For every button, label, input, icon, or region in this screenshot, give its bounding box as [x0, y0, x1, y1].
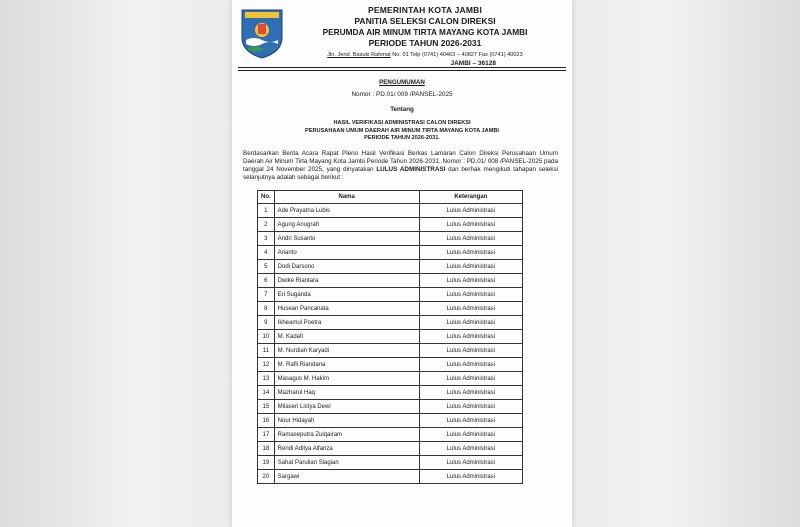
subject-line3: PERIODE TAHUN 2026-2031. — [364, 135, 440, 142]
cell-ket: Lulus Administrasi — [419, 246, 522, 260]
table-row — [258, 414, 523, 428]
cell-no: 15 — [258, 400, 275, 414]
cell-no: 11 — [258, 344, 275, 358]
cell-nama: M. Nurdian Karyadi — [274, 344, 419, 358]
table-row — [258, 372, 523, 386]
background-left — [0, 0, 232, 527]
cell-ket: Lulus Administrasi — [419, 470, 522, 484]
cell-ket: Lulus Administrasi — [419, 400, 522, 414]
table-row — [258, 204, 523, 218]
cell-no: 10 — [258, 330, 275, 344]
letterhead-city: JAMBI – 36128 — [450, 60, 496, 67]
cell-no: 9 — [258, 316, 275, 330]
table-row — [258, 330, 523, 344]
cell-nama: Rendi Aditya Alfanza — [274, 442, 419, 456]
subject-line2: PERUSAHAAN UMUM DAERAH AIR MINUM TIRTA MAYANG KOTA JAMBI — [305, 127, 499, 134]
announcement-heading: PENGUMUMAN — [379, 79, 425, 86]
subject-line1: HASIL VERIFIKASI ADMINISTRASI CALON DIREKSI — [333, 120, 471, 126]
cell-ket: Lulus Administrasi — [419, 358, 522, 372]
cell-ket: Lulus Administrasi — [419, 428, 522, 442]
cell-ket: Lulus Administrasi — [419, 414, 522, 428]
cell-ket: Lulus Administrasi — [419, 456, 522, 470]
table-row — [258, 316, 523, 330]
cell-no: 5 — [258, 260, 275, 274]
kota-jambi-logo-icon — [240, 8, 284, 60]
cell-no: 12 — [258, 358, 275, 372]
cell-nama: Agung Anugrah — [274, 218, 419, 232]
table-row — [258, 470, 523, 484]
letterhead-line4: PERIODE TAHUN 2026-2031 — [368, 38, 482, 48]
letterhead-rule-thin — [238, 70, 566, 71]
table-row — [258, 218, 523, 232]
cell-nama: M. Kadafi — [274, 330, 419, 344]
cell-nama: Milaseri Listya Dewi — [274, 400, 419, 414]
header-no: No. — [258, 191, 275, 204]
cell-nama: Ade Prayatna Lubis — [274, 204, 419, 218]
table-row — [258, 246, 523, 260]
cell-nama: Masagus M. Hakim — [274, 372, 419, 386]
cell-nama: Mazharul Haq — [274, 386, 419, 400]
cell-nama: Ikheamul Poetra — [274, 316, 419, 330]
address-street: Jln. Jend. Basuki Rahmat — [327, 52, 391, 58]
cell-no: 19 — [258, 456, 275, 470]
table-row — [258, 344, 523, 358]
cell-no: 3 — [258, 232, 275, 246]
paragraph-part1: Berdasarkan Berita Acara Rapat Pleno Hasil Verifikasi Berkas Lamaran Calon Direksi Perusahaan Umum Daerah Air Minum Tirta Mayang Kota Jambi Periode Tahun 2026-2031, Nomor : PD.01/ 008 /PANSEL-2025 pada tanggal 24 November 2025, yang dinyatakan — [243, 150, 558, 173]
header-keterangan: Keterangan — [419, 191, 522, 204]
cell-no: 7 — [258, 288, 275, 302]
announcement-paragraph — [243, 150, 558, 182]
announcement-about-label: Tentang — [390, 106, 414, 113]
cell-no: 2 — [258, 218, 275, 232]
letterhead-rule-thick — [238, 67, 566, 68]
cell-nama: M. Rafli Riandana — [274, 358, 419, 372]
cell-nama: Ramaseputra Zulqairam — [274, 428, 419, 442]
table-row — [258, 358, 523, 372]
table-row — [258, 288, 523, 302]
table-row — [258, 302, 523, 316]
paragraph-part2: dan berhak mengikuti tahapan seleksi selanjutnya adalah sebagai berikut : — [243, 166, 559, 181]
table-body — [258, 204, 523, 484]
cell-no: 18 — [258, 442, 275, 456]
cell-no: 14 — [258, 386, 275, 400]
paragraph-bold: LULUS ADMINISTRASI — [376, 166, 446, 173]
cell-ket: Lulus Administrasi — [419, 386, 522, 400]
cell-nama: Dwike Riantara — [274, 274, 419, 288]
results-table — [257, 190, 523, 484]
cell-ket: Lulus Administrasi — [419, 260, 522, 274]
letterhead — [282, 5, 568, 68]
letterhead-address — [282, 51, 568, 59]
cell-nama: Nour Hidayah — [274, 414, 419, 428]
cell-ket: Lulus Administrasi — [419, 204, 522, 218]
table-row — [258, 260, 523, 274]
cell-nama: Andri Susanto — [274, 232, 419, 246]
header-nama: Nama — [274, 191, 419, 204]
background-right — [570, 0, 800, 527]
document-page — [232, 0, 572, 527]
table-row — [258, 456, 523, 470]
cell-no: 13 — [258, 372, 275, 386]
cell-no: 6 — [258, 274, 275, 288]
cell-ket: Lulus Administrasi — [419, 344, 522, 358]
announcement-number: Nomor : PD.01/ 009 /PANSEL-2025 — [351, 91, 453, 98]
table-row — [258, 386, 523, 400]
cell-nama: Arianto — [274, 246, 419, 260]
cell-ket: Lulus Administrasi — [419, 442, 522, 456]
table-row — [258, 428, 523, 442]
cell-nama: Dodi Darsono — [274, 260, 419, 274]
cell-ket: Lulus Administrasi — [419, 316, 522, 330]
cell-ket: Lulus Administrasi — [419, 302, 522, 316]
letterhead-line2: PANITIA SELEKSI CALON DIREKSI — [354, 16, 496, 26]
cell-ket: Lulus Administrasi — [419, 274, 522, 288]
cell-nama: Sahat Parulian Siagian — [274, 456, 419, 470]
cell-nama: Husean Pancanata — [274, 302, 419, 316]
cell-ket: Lulus Administrasi — [419, 218, 522, 232]
table-row — [258, 442, 523, 456]
cell-no: 4 — [258, 246, 275, 260]
cell-nama: Eri Suganda — [274, 288, 419, 302]
letterhead-line1: PEMERINTAH KOTA JAMBI — [367, 5, 483, 15]
cell-no: 8 — [258, 302, 275, 316]
cell-ket: Lulus Administrasi — [419, 372, 522, 386]
table-header-row — [258, 191, 523, 204]
cell-no: 16 — [258, 414, 275, 428]
cell-no: 1 — [258, 204, 275, 218]
cell-ket: Lulus Administrasi — [419, 330, 522, 344]
cell-no: 20 — [258, 470, 275, 484]
table-row — [258, 400, 523, 414]
announcement-subject — [252, 120, 552, 143]
letterhead-line3: PERUMDA AIR MINUM TIRTA MAYANG KOTA JAMBI — [322, 27, 528, 37]
cell-no: 17 — [258, 428, 275, 442]
cell-nama: Sargawi — [274, 470, 419, 484]
address-contact: No. 01 Telp (0741) 40463 – 40827 Fax (0741) 40023 — [390, 52, 523, 58]
table-row — [258, 274, 523, 288]
cell-ket: Lulus Administrasi — [419, 232, 522, 246]
table-row — [258, 232, 523, 246]
cell-ket: Lulus Administrasi — [419, 288, 522, 302]
